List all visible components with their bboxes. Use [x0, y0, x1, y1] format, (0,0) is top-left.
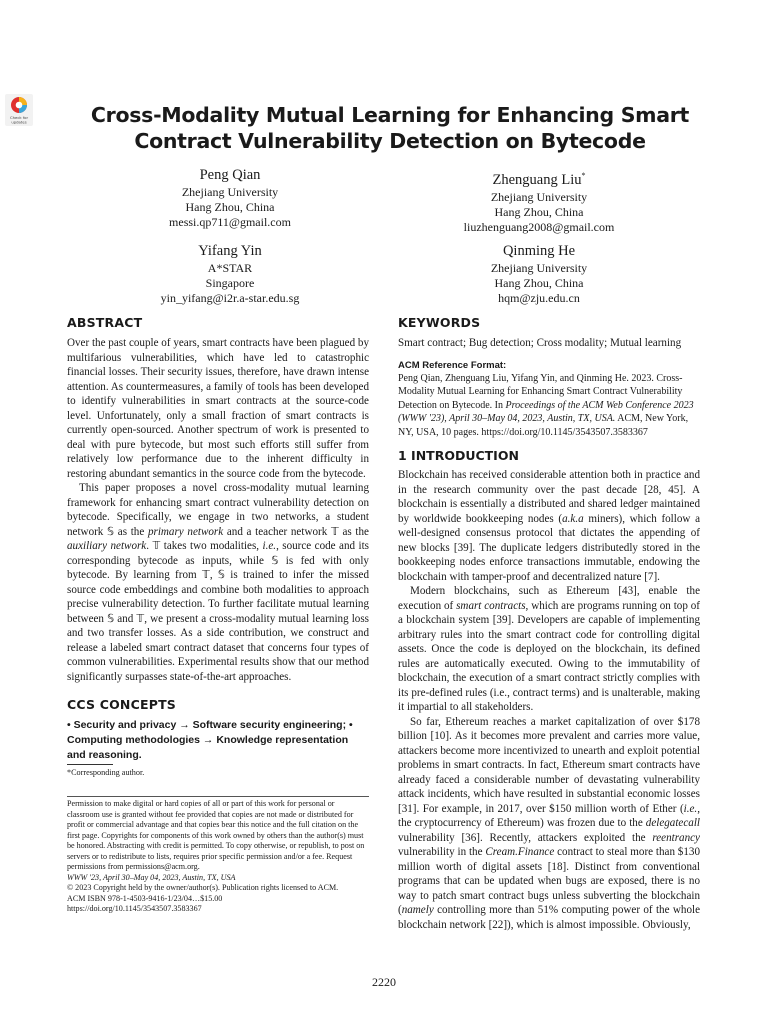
- footnote-rule: [67, 764, 113, 765]
- keywords-text: Smart contract; Bug detection; Cross modality; Mutual learning: [398, 337, 682, 349]
- acm-reference-heading: ACM Reference Format:: [398, 359, 507, 371]
- copyright-line: © 2023 Copyright held by the owner/author(s). Publication rights licensed to ACM.: [67, 883, 339, 892]
- conference-line: WWW '23, April 30–May 04, 2023, Austin, TX, USA: [67, 872, 236, 882]
- check-for-updates-badge[interactable]: [5, 94, 33, 126]
- isbn-line: ACM ISBN 978-1-4503-9416-1/23/04…$15.00: [67, 893, 223, 903]
- author-name: Yifang Yin: [198, 243, 262, 259]
- footnote: *Corresponding author.: [67, 768, 145, 777]
- author-name: Peng Qian: [199, 167, 261, 183]
- keywords-heading: KEYWORDS: [398, 315, 481, 330]
- author-location: Hang Zhou, China: [185, 200, 275, 214]
- paper-title: Cross-Modality Mutual Learning for Enhancing Smart Contract Vulnerability Detection on Bytecode: [90, 103, 690, 153]
- abstract-paragraph: This paper proposes a novel cross-modality mutual learning framework for enhancing smart contract vulnerability detection on bytecode. Specifically, we engage in two networks, a student network 𝕊 as the primary network and a teacher network 𝕋 as the auxiliary network. 𝕋 takes two modalities, i.e., source code and its corresponding bytecode as inputs, while 𝕊 is fed with only bytecode. By learning from 𝕋, 𝕊 is trained to infer the missed source code embeddings and combine both modalities to approach precise vulnerability detection. To further facilitate mutual learning between 𝕊 and 𝕋, we present a cross-modality mutual learning loss and two transfer losses. As a side contribution, we construct and release a labeled smart contract dataset that concerns four types of common vulnerabilities. Experimental results show that our method significantly surpasses state-of-the-art approaches.: [67, 482, 369, 683]
- svg-text:Check for: Check for: [9, 115, 29, 120]
- abstract-heading: ABSTRACT: [67, 315, 143, 330]
- page-number: 2220: [372, 975, 396, 989]
- introduction-heading: 1 INTRODUCTION: [398, 448, 519, 463]
- author-email[interactable]: hqm@zju.edu.cn: [498, 291, 580, 305]
- abstract-paragraph: Over the past couple of years, smart contracts have been plagued by multifarious vulnerabilities, which have led to catastrophic financial losses. Their security issues, therefore, have drawn intense attention. As countermeasures, a family of tools has been developed to identify vulnerabilities in smart contracts at the source-code level. Unfortunately, only a small fraction of smart contracts is currently open-sourced. Another spectrum of work is presented to deal with pure bytecode, but most such efforts still suffer from relatively low performance due to the inherent difficulty in restoring abundant semantics in the source code from the bytecode.: [67, 337, 369, 480]
- author-block: [404, 242, 674, 306]
- left-column: [67, 314, 369, 763]
- permission-block: [67, 799, 369, 915]
- permission-rule: [67, 796, 369, 797]
- intro-paragraph: Modern blockchains, such as Ethereum [43], enable the execution of smart contracts, which are programs running on top of a blockchain system [39]. Developers are capable of implementing arbitrary rules into the smart contract code for controlling digital assets. Once the code is deployed on the blockchain, its defined rules are automatically executed. Owing to the immutability of blockchain, the execution of a smart contract strictly complies with its pre-defined rules (i.e., contract terms) and is unalterable, making it impartial to all stakeholders.: [398, 585, 700, 713]
- author-location: Singapore: [205, 276, 255, 290]
- author-email[interactable]: liuzhenguang2008@gmail.com: [463, 219, 615, 234]
- ccs-heading: CCS CONCEPTS: [67, 697, 176, 712]
- doi-link[interactable]: https://doi.org/10.1145/3543507.3583367: [67, 904, 202, 913]
- author-location: Hang Zhou, China: [494, 276, 584, 290]
- author-affiliation: Zhejiang University: [181, 185, 279, 199]
- author-affiliation: A*STAR: [207, 261, 253, 275]
- author-block: [404, 166, 674, 235]
- intro-paragraph: Blockchain has received considerable attention both in practice and in the research community over the past decade [28, 45]. A blockchain is essentially a distributed and shared ledger maintained by worldwide bookkeeping nodes (a.k.a miners), which follow a well-designed consensus protocol that dictates the appending of new blocks [39]. The duplicate ledgers distributedly stored in the bookkeeping nodes enforce transactions immutable, endowing the blockchain with tamper-proof and decentralized nature [7].: [398, 469, 700, 583]
- svg-text:updates: updates: [11, 119, 27, 125]
- right-column: [398, 314, 700, 932]
- acm-reference-text: Peng Qian, Zhenguang Liu, Yifang Yin, and Qinming He. 2023. Cross-Modality Mutual Learning for Enhancing Smart Contract Vulnerability Detection on Bytecode. In Proceedings of the ACM Web Conference 2023 (WWW '23), April 30–May 04, 2023, Austin, TX, USA. ACM, New York, NY, USA, 10 pages. https://doi.org/10.1145/3543507.3583367: [398, 372, 694, 438]
- author-location: Hang Zhou, China: [494, 204, 584, 219]
- author-email[interactable]: yin_yifang@i2r.a-star.edu.sg: [160, 291, 300, 305]
- intro-paragraph: So far, Ethereum reaches a market capitalization of over $178 billion [10]. As it becomes more prevalent and carries more value, attackers become more incentivized to unearth and exploit potential problems in smart contracts. In fact, Ethereum smart contracts have already faced a considerable number of devastating vulnerability attack incidents, which have resulted in substantial economic losses [31]. For example, in 2017, over $150 million worth of Ether (i.e., the cryptocurrency of Ethereum) was frozen due to the delegatecall vulnerability [36]. Recently, attackers exploited the reentrancy vulnerability in the Cream.Finance contract to steal more than $130 million worth of digital assets [18]. Distinct from conventional programs that can be updated when bugs are exposed, there is no way to patch smart contract bugs unless subverting the blockchain (namely controlling more than 51% computing power of the whole blockchain network [22]), which is almost impossible. Obviously,: [398, 715, 700, 931]
- ccs-concepts: • Security and privacy → Software security engineering; • Computing methodologies → Knowledge representation and reasoning.: [67, 719, 353, 761]
- author-email[interactable]: messi.qp711@gmail.com: [169, 215, 291, 229]
- crossmark-icon: [5, 94, 33, 126]
- author-affiliation: Zhejiang University: [490, 189, 588, 204]
- author-affiliation: Zhejiang University: [490, 261, 588, 275]
- author-name: Qinming He: [502, 243, 576, 259]
- author-block: [95, 242, 365, 306]
- author-name: Zhenguang Liu*: [492, 171, 586, 188]
- author-block: [95, 166, 365, 230]
- permission-text: Permission to make digital or hard copies of all or part of this work for personal or classroom use is granted without fee provided that copies are not made or distributed for profit or commercial advantage and that copies bear this notice and the full citation on the first page. Copyrights for components of this work owned by others than the author(s) must be honored. Abstracting with credit is permitted. To copy otherwise, or republish, to post on servers or to redistribute to lists, requires prior specific permission and/or a fee. Request permissions from permissions@acm.org.: [67, 799, 365, 871]
